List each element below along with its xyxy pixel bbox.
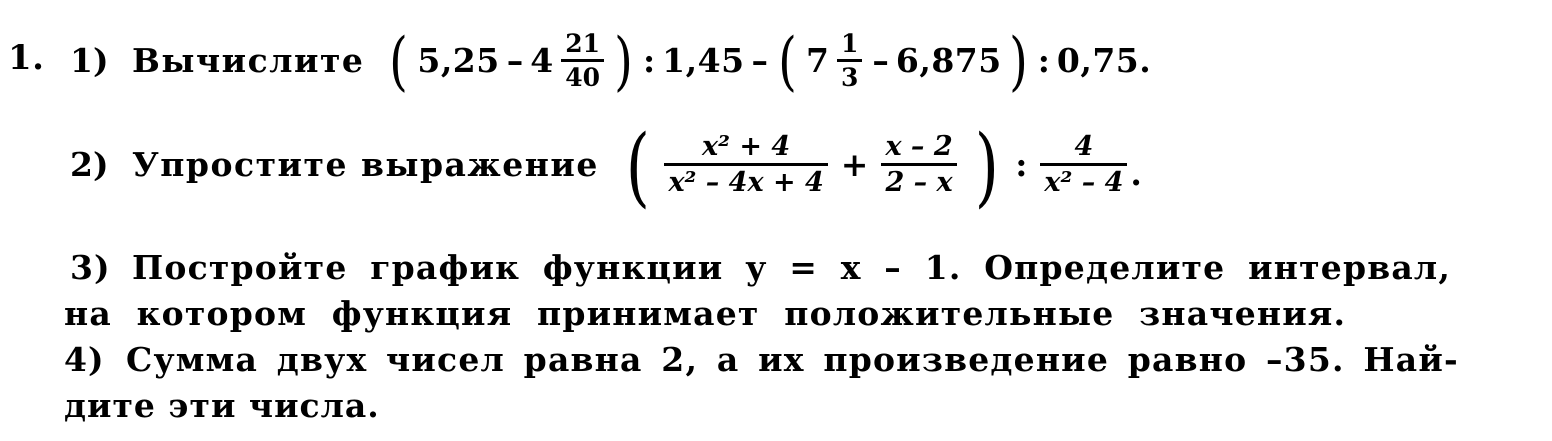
fraction-bar	[837, 59, 862, 62]
problem-item-4-line-1	[64, 340, 1459, 379]
item-4-label: 4)	[64, 340, 105, 379]
fraction-bar	[1040, 163, 1127, 166]
problem-item-1	[70, 24, 1151, 99]
item-3-label: 3)	[70, 248, 111, 287]
minus-sign-3: –	[872, 41, 889, 80]
value-6-875: 6,875	[895, 41, 1002, 80]
fraction-xminus2-over-2minusx	[881, 132, 956, 197]
fraction-1-3	[837, 30, 862, 91]
item-3-text-line-2: на котором функция принимает положительные значения.	[64, 294, 1347, 333]
problem-item-3-line-1	[70, 248, 1451, 287]
fraction-21-40	[561, 30, 604, 91]
task-number: 1.	[8, 38, 45, 78]
item-2-instruction: Упростите выражение	[132, 145, 599, 185]
period-2: .	[1130, 154, 1142, 194]
mixed-number-4-21-40	[530, 30, 607, 91]
colon-3: :	[1015, 145, 1028, 185]
fraction-numerator: 4	[1074, 131, 1094, 162]
fraction-denominator: 40	[565, 63, 600, 92]
item-1-label: 1)	[70, 41, 109, 80]
item-1-instruction: Вычислите	[132, 41, 365, 80]
problem-item-2	[70, 116, 1142, 217]
mixed-number-7-1-3	[806, 30, 865, 91]
item-4-text-line-2: дите эти числа.	[64, 386, 380, 425]
mixed-whole-4: 4	[530, 41, 554, 80]
mixed-whole-7: 7	[806, 41, 829, 80]
minus-sign-2: –	[751, 41, 769, 80]
item-3-text-line-1: Постройте график функции y = x – 1. Определите интервал,	[132, 248, 1452, 287]
item-1-expression: ( 5,25 – 4 $\frac{21}{40}$ ) : 1,45 – ( 7 $\frac{1}{3}$ – 6,875 ) : 0,75 .	[389, 24, 1151, 99]
plus-sign: +	[840, 145, 869, 185]
item-2-label: 2)	[70, 145, 109, 185]
fraction-denominator: 3	[840, 63, 859, 92]
fraction-4-over-x2minus4	[1040, 132, 1127, 197]
colon-1: :	[642, 41, 656, 80]
fraction-bar	[561, 59, 604, 62]
item-4-text-line-1: Сумма двух чисел равна 2, а их произведение равно –35. Най-	[126, 340, 1459, 379]
fraction-bar	[664, 163, 827, 166]
minus-sign-1: –	[506, 41, 524, 80]
fraction-numerator: x – 2	[885, 131, 953, 162]
fraction-denominator: x² – 4x + 4	[668, 167, 824, 199]
fraction-numerator: x² + 4	[702, 131, 791, 162]
colon-2: :	[1037, 41, 1050, 80]
fraction-denominator: 2 – x	[885, 167, 953, 199]
fraction-x2plus4-over-x2minus4xplus4	[664, 132, 827, 197]
fraction-bar	[881, 163, 956, 166]
fraction-numerator: 21	[565, 29, 600, 58]
problem-item-4-line-2	[64, 386, 380, 425]
fraction-numerator: 1	[840, 29, 859, 58]
value-5-25: 5,25	[417, 41, 500, 80]
value-1-45: 1,45	[662, 41, 745, 80]
value-0-75: 0,75	[1056, 41, 1140, 80]
period-1: .	[1139, 41, 1151, 80]
item-2-expression: ( $\frac{\text{x² + 4}}{\text{x² – 4x + 4}}$ + $\frac{x - 2}{2 - x}$ ) : $\frac{4}{\text{x² – 4}}$ .	[625, 116, 1142, 217]
problem-item-3-line-2	[64, 294, 1346, 333]
fraction-denominator: x² – 4	[1044, 167, 1124, 199]
